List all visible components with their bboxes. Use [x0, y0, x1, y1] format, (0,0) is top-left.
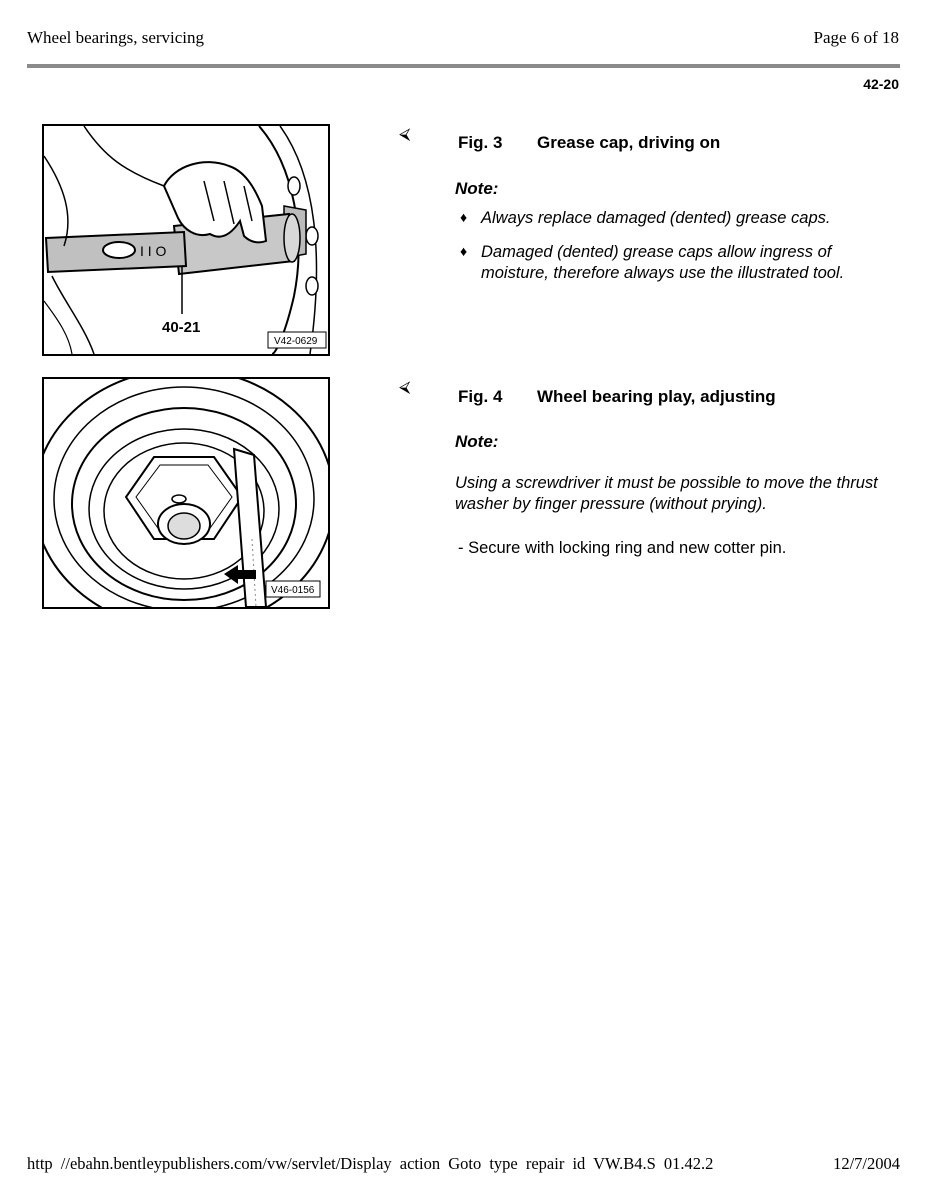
fig3-image-reference: V42-0629 [274, 336, 318, 347]
bullet-diamond-icon: ♦ [460, 209, 468, 225]
document-title: Wheel bearings, servicing [27, 28, 205, 47]
fig3-title: Grease cap, driving on [537, 133, 721, 152]
fig4-title: Wheel bearing play, adjusting [537, 387, 776, 406]
fig3-pointer-icon: ⮘ [399, 126, 411, 143]
fig3-bullet [460, 242, 900, 284]
grease-cap-tool-drawing [44, 126, 328, 354]
footer-url: http //ebahn.bentleypublishers.com/vw/servlet/Display action Goto type repair id VW.B4.S 01.42.2 [27, 1154, 714, 1173]
footer-date: 12/7/2004 [833, 1154, 900, 1173]
fig4-step: - Secure with locking ring and new cotter pin. [458, 539, 787, 557]
bullet-text: Damaged (dented) grease caps allow ingress of moisture, therefore always use the illustrated tool. [481, 243, 845, 282]
header-divider [27, 64, 900, 68]
fig4-pointer-icon: ⮘ [399, 379, 411, 396]
fig3-note-label: Note: [455, 179, 499, 198]
fig4-image-reference: V46-0156 [271, 585, 315, 596]
bullet-diamond-icon: ♦ [460, 243, 468, 259]
fig4-note-text: Using a screwdriver it must be possible to move the thrust washer by finger pressure (without prying). [455, 474, 878, 513]
fig4-note-label: Note: [455, 432, 499, 451]
fig3-callout: 40-21 [162, 319, 201, 336]
bullet-text: Always replace damaged (dented) grease caps. [481, 209, 831, 227]
svg-text:I I O: I I O [140, 243, 167, 259]
fig3-bullet [460, 208, 900, 229]
section-code: 42-20 [863, 76, 899, 92]
page-number: Page 6 of 18 [813, 28, 899, 47]
fig4-illustration [42, 377, 330, 609]
fig4-number: Fig. 4 [458, 387, 503, 406]
wheel-bearing-nut-drawing [44, 379, 328, 607]
fig3-number: Fig. 3 [458, 133, 503, 152]
fig3-illustration [42, 124, 330, 356]
